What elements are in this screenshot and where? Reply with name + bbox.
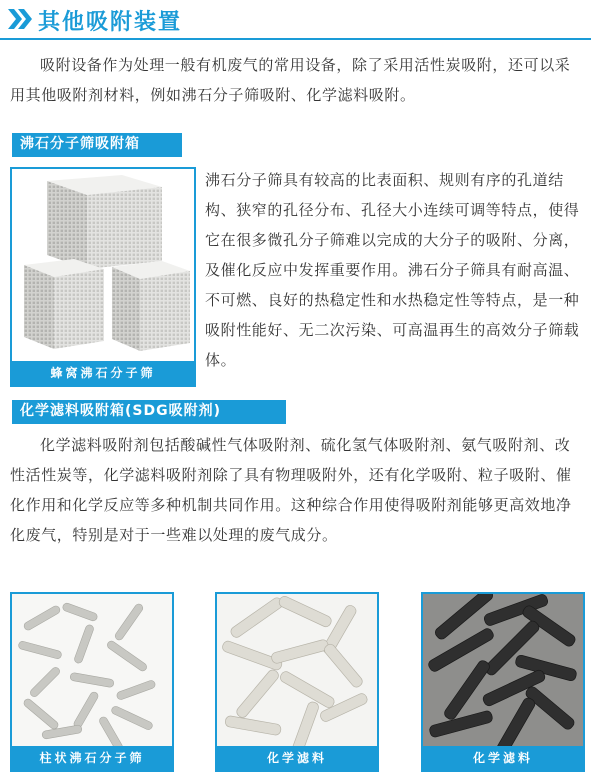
image-caption: 化学滤料 (423, 746, 583, 770)
chemical-media-image-white (215, 592, 379, 772)
white-rods-illustration (217, 594, 377, 770)
image-caption: 化学滤料 (217, 746, 377, 770)
intro-paragraph: 吸附设备作为处理一般有机废气的常用设备，除了采用活性炭吸附，还可以采用其他吸附剂材料，例如沸石分子筛吸附、化学滤料吸附。 (10, 56, 571, 104)
white-pellets-illustration (12, 594, 172, 770)
chemical-description: 化学滤料吸附剂包括酸碱性气体吸附剂、硫化氢气体吸附剂、氨气吸附剂、改性活性炭等，化学滤料吸附剂除了具有物理吸附外，还有化学吸附、粒子吸附、催化作用和化学反应等多种机制共同作用。这种综合作用使得吸附剂能够更高效地净化废气，特别是对于一些难以处理的废气成分。 (10, 436, 572, 544)
section-underline (12, 155, 182, 157)
page-title: 其他吸附装置 (38, 10, 183, 35)
honeycomb-blocks-illustration (12, 169, 194, 385)
columnar-zeolite-image (10, 592, 174, 772)
title-divider (0, 38, 591, 40)
section-title-chemical: 化学滤料吸附箱(SDG吸附剂) (12, 400, 286, 422)
chemical-media-image-black (421, 592, 585, 772)
section-title-zeolite: 沸石分子筛吸附箱 (12, 133, 182, 155)
page-header (0, 0, 591, 38)
zeolite-description: 沸石分子筛具有较高的比表面积、规则有序的孔道结构、狭窄的孔径分布、孔径大小连续可调等特点，使得它在很多微孔分子筛难以完成的大分子的吸附、分离，及催化反应中发挥重要作用。沸石分子筛具有耐高温、不可燃、良好的热稳定性和水热稳定性等特点，是一种吸附性能好、无二次污染、可高温再生的高效分子筛载体。 (205, 171, 580, 369)
image-caption: 柱状沸石分子筛 (12, 746, 172, 770)
honeycomb-zeolite-image (10, 167, 196, 387)
image-caption: 蜂窝沸石分子筛 (12, 361, 194, 385)
section-underline (12, 422, 286, 424)
double-chevron-icon (6, 7, 34, 31)
black-rods-illustration (423, 594, 583, 770)
